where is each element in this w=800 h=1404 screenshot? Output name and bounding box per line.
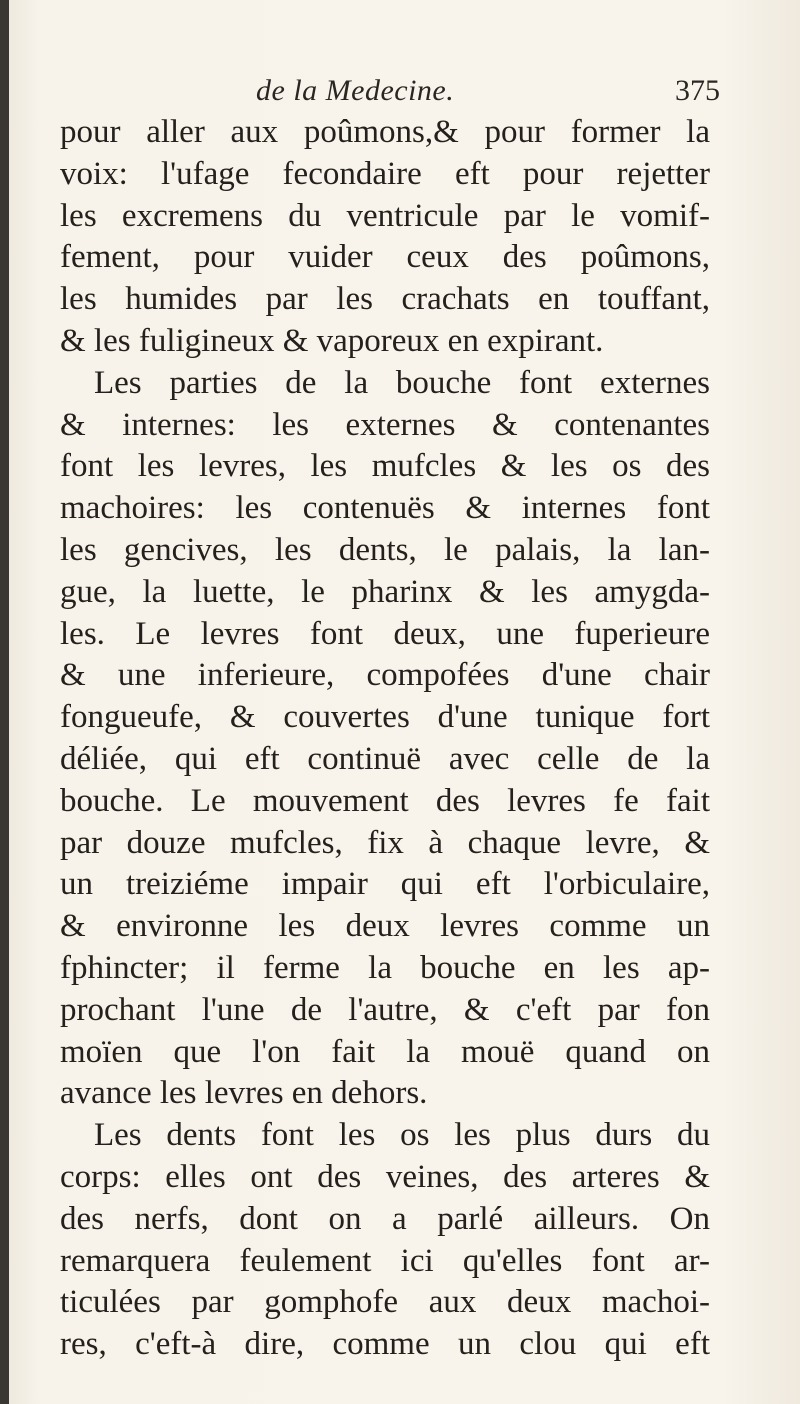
text-line: ticulées par gomphofe aux deux machoi- [60, 1284, 710, 1321]
text-line: un treiziéme impair qui eft l'orbiculaire, [60, 866, 710, 903]
text-line: font les levres, les mufcles & les os des [60, 448, 710, 485]
page-number: 375 [675, 74, 720, 107]
text-line: & les fuligineux & vaporeux en expirant. [60, 322, 604, 359]
text-line: machoires: les contenuës & internes font [60, 490, 710, 527]
text-line: fongueufe, & couvertes d'une tunique fort [60, 699, 710, 736]
paragraph-start-line: Les dents font les os les plus durs du [94, 1117, 710, 1154]
page-header [60, 72, 720, 112]
text-line: pour aller aux poûmons,& pour former la [60, 114, 710, 150]
text-line: avance les levres en dehors. [60, 1075, 428, 1112]
text-line: les. Le levres font deux, une fuperieure [60, 615, 710, 652]
page-gutter-edge [0, 0, 9, 1404]
text-line: remarquera feulement ici qu'elles font ar- [60, 1242, 710, 1279]
text-line: les gencives, les dents, le palais, la lan- [60, 531, 710, 568]
text-line: des nerfs, dont on a parlé ailleurs. On [60, 1200, 710, 1237]
text-line: fphincter; il ferme la bouche en les ap- [60, 949, 710, 986]
text-line: & une inferieure, compofées d'une chair [60, 657, 710, 694]
text-line: bouche. Le mouvement des levres fe fait [60, 782, 710, 819]
text-line: prochant l'une de l'autre, & c'eft par fon [60, 991, 710, 1028]
body-text [60, 112, 710, 1366]
text-line: les humides par les crachats en touffant, [60, 281, 710, 318]
paragraph-start-line: Les parties de la bouche font externes [94, 364, 710, 401]
text-line: corps: elles ont des veines, des arteres & [60, 1158, 710, 1195]
text-line: par douze mufcles, fix à chaque levre, & [60, 824, 710, 861]
text-line: res, c'eft-à dire, comme un clou qui eft [60, 1326, 710, 1363]
text-line: & environne les deux levres comme un [60, 908, 710, 945]
running-title: de la Medecine. [256, 74, 455, 107]
text-line: & internes: les externes & contenantes [60, 406, 710, 443]
text-line: moïen que l'on fait la mouë quand on [60, 1033, 710, 1070]
text-line: les excremens du ventricule par le vomif- [60, 197, 710, 234]
text-line: voix: l'ufage fecondaire eft pour rejetter [60, 155, 710, 192]
text-line: gue, la luette, le pharinx & les amygda- [60, 573, 710, 610]
text-line: fement, pour vuider ceux des poûmons, [60, 239, 710, 276]
text-line: déliée, qui eft continuë avec celle de la [60, 740, 710, 777]
